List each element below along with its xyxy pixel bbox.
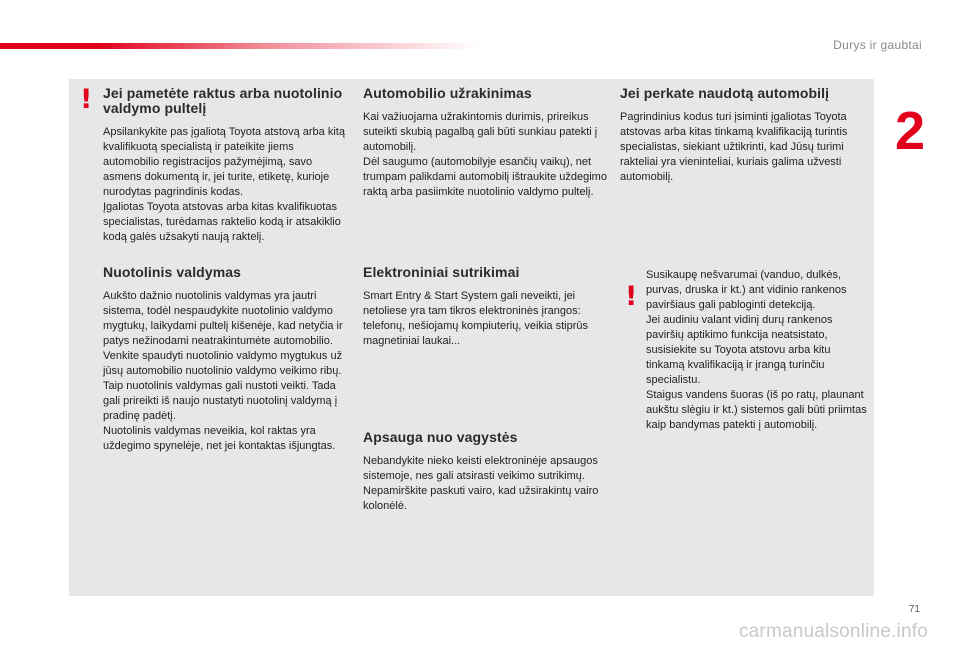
header-accent-bar <box>0 43 480 49</box>
remote-control-text: Aukšto dažnio nuotolinis valdymas yra jautri sistema, todėl nespaudykite nuotolinio valdymo mygtukų, laikydami pultelį kišenėje, kad netyčia ir patys nežinodami neatrakintumėte automobilio. Venkite spaudyti nuotolinio valdymo mygtukus už jūsų automobilio nuotolinio valdymo veikimo ribų. Taip nuotolinis valdymas gali nustoti veikti. Tada gali prireikti iš naujo nustatyti nuotolinį valdymą į pradinę padėtį. Nuotolinis valdymas neveikia, kol raktas yra uždegimo spynelėje, net jei kontaktas išjungtas. <box>103 290 343 452</box>
dirt-warning-text: Susikaupę nešvarumai (vanduo, dulkės, purvas, druska ir kt.) ant vidinio rankenos paviršiaus gali pabloginti detekciją. Jei audiniu valant vidinį durų rankenos paviršių aptikimo funkcija neatsistato, susisiekite su Toyota atstovu arba kitu tinkamą kvalifikaciją ir įrangą turinčiu specialistu. Staigus vandens šuoras (iš po ratų, plaunant aukštu slėgiu ir kt.) sistemos gali būti priimtas kaip bandymas patekti į automobilį. <box>646 269 867 431</box>
lost-keys-text: Apsilankykite pas įgaliotą Toyota atstovą arba kitą kvalifikuotą specialistą ir pateikite jiems automobilio registracijos pažymėjimą, savo asmens dokumentą ir, jei turite, etiketę, kurioje nurodytas pagrindinis kodas. Įgaliotas Toyota atstovas arba kitas kvalifikuotas specialistas, turėdamas raktelio kodą ir atsakiklio kodą galės užsakyti naują raktelį. <box>103 126 345 243</box>
used-vehicle-heading: Jei perkate naudotą automobilį <box>620 85 830 101</box>
remote-control-heading: Nuotolinis valdymas <box>103 264 242 280</box>
used-vehicle-block <box>620 86 865 185</box>
chapter-number: 2 <box>894 101 926 161</box>
vehicle-locking-heading: Automobilio užrakinimas <box>363 85 532 101</box>
anti-theft-heading: Apsauga nuo vagystės <box>363 429 518 445</box>
anti-theft-text: Nebandykite nieko keisti elektroninėje apsaugos sistemoje, nes gali atsirasti veikimo sutrikimų. Nepamirškite paskuti vairo, kad užsirakintų vairo kolonėlė. <box>363 455 599 512</box>
electronic-faults-heading: Elektroniniai sutrikimai <box>363 264 520 280</box>
used-vehicle-text: Pagrindinius kodus turi įsiminti įgaliotas Toyota atstovas arba kitas tinkamą kvalifikaciją turintis specialistas, siekiant užtikrinti, kad Jūsų turimi rakteliai yra vieninteliai, kuriais galima užvesti automobilį. <box>620 111 848 183</box>
warning-icon: ! <box>625 281 638 312</box>
electronic-faults-text: Smart Entry & Start System gali neveikti, jei netoliese yra tam tikros elektroninės įrangos: telefonų, nešiojamų kompiuterių, veikia stiprūs magnetiniai laukai... <box>363 290 589 347</box>
lost-keys-heading: Jei pametėte raktus arba nuotolinio valdymo pultelį <box>103 85 343 116</box>
page-number: 71 <box>908 604 920 615</box>
column-right <box>620 86 865 433</box>
column-middle <box>363 86 608 514</box>
lost-keys-block <box>103 86 348 245</box>
electronic-faults-block <box>363 265 608 349</box>
dirt-warning-block <box>646 268 871 433</box>
remote-control-block <box>103 265 348 454</box>
column-left <box>103 86 348 454</box>
watermark: carmanualsonline.info <box>738 621 928 642</box>
section-title: Durys ir gaubtai <box>833 38 922 52</box>
anti-theft-block <box>363 430 608 514</box>
vehicle-locking-block <box>363 86 608 200</box>
vehicle-locking-text: Kai važiuojama užrakintomis durimis, prireikus suteikti skubią pagalbą gali būti sunkiau patekti į automobilį. Dėl saugumo (automobilyje esančių vaikų), net trumpam palikdami automobilį ištraukite uždegimo raktą arba pasiimkite nuotolinio valdymo pultelį. <box>363 111 607 198</box>
warning-icon: ! <box>80 84 93 115</box>
